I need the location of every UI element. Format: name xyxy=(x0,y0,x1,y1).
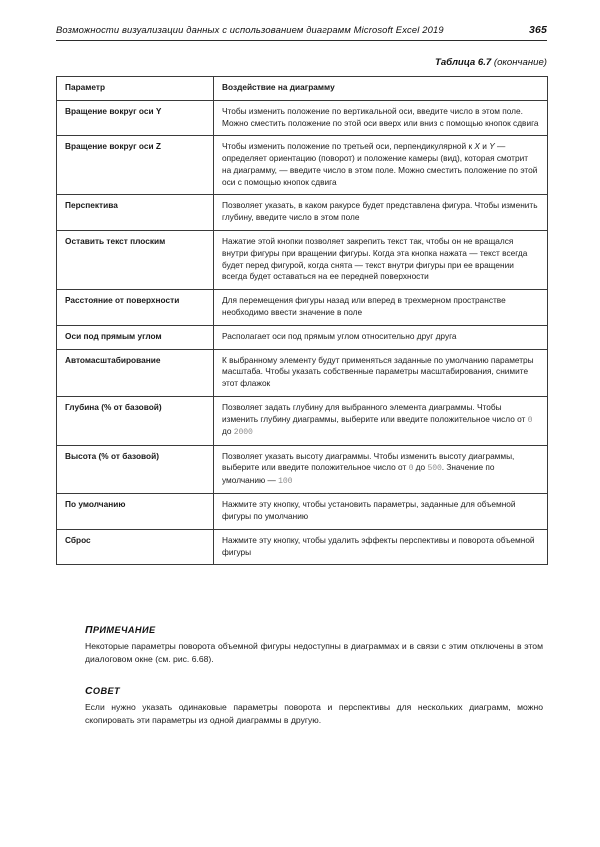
param-desc: Нажмите эту кнопку, чтобы установить параметры, заданные для объемной фигуры по умолчанию xyxy=(214,494,548,530)
desc-part: до xyxy=(413,462,428,473)
param-name: Оставить текст плоским xyxy=(57,231,214,290)
parameters-table xyxy=(56,76,548,565)
note-body: Если нужно указать одинаковые параметры поворота и перспективы для нескольких диаграмм, можно скопировать эти параметры из одной диаграммы в другую. xyxy=(85,702,543,726)
table-row xyxy=(57,529,548,565)
desc-part: Позволяет задать глубину для выбранного элемента диаграммы. Чтобы изменить глубину диаграммы, выберите или введите положительное число от xyxy=(222,401,528,424)
range-max-value: 500 xyxy=(427,464,442,474)
table-header-parameter: Параметр xyxy=(57,77,214,101)
param-desc: Располагает оси под прямым углом относительно друг друга xyxy=(214,325,548,349)
note-heading-rest: ОВЕТ xyxy=(92,686,121,696)
param-name: Расстояние от поверхности xyxy=(57,290,214,326)
running-head xyxy=(56,24,547,36)
note-heading-initial: П xyxy=(85,625,93,636)
param-name: Глубина (% от базовой) xyxy=(57,396,214,445)
param-name: Высота (% от базовой) xyxy=(57,445,214,494)
range-min-value: 0 xyxy=(527,415,533,425)
param-desc: Для перемещения фигуры назад или вперед в трехмерном пространстве необходимо ввести значение в поле xyxy=(214,290,548,326)
running-head-rule xyxy=(56,40,547,41)
param-name: Автомасштабирование xyxy=(57,349,214,396)
table-row xyxy=(57,349,548,396)
table-header-row xyxy=(57,77,548,101)
table-caption xyxy=(435,57,547,68)
param-name: Перспектива xyxy=(57,195,214,231)
desc-part: . Значение по умолчанию — xyxy=(222,462,495,485)
param-name: Вращение вокруг оси Y xyxy=(57,100,214,136)
param-desc xyxy=(214,136,548,195)
param-name: Сброс xyxy=(57,529,214,565)
page-number: 365 xyxy=(529,24,547,36)
param-desc: Нажмите эту кнопку, чтобы удалить эффекты перспективы и поворота объемной фигуры xyxy=(214,529,548,565)
table-row xyxy=(57,290,548,326)
table-row xyxy=(57,396,548,445)
default-value: 100 xyxy=(278,476,293,486)
param-desc: Чтобы изменить положение по вертикальной оси, введите число в этом поле. Можно сместить положение по этой оси вверх или вниз с помощью кнопок сдвига xyxy=(214,100,548,136)
note-primechanie xyxy=(85,625,543,666)
desc-part: — определяет ориентацию (поворот) и положение камеры (вид), которая смотрит на диаграмму, — введите число в этом поле. Можно сместить положение по этой оси с помощью кнопок сдвига xyxy=(222,141,538,187)
desc-part: Позволяет указать высоту диаграммы. Чтобы изменить высоту диаграммы, выберите или введите положительное число от xyxy=(222,450,515,473)
running-head-title: Возможности визуализации данных с использованием диаграмм Microsoft Excel 2019 xyxy=(56,24,444,35)
table-row xyxy=(57,100,548,136)
range-min-value: 0 xyxy=(408,464,414,474)
param-desc: Позволяет указать, в каком ракурсе будет представлена фигура. Чтобы изменить глубину, введите число в этом поле xyxy=(214,195,548,231)
axis-x-italic: X xyxy=(474,141,480,152)
table-caption-suffix: (окончание) xyxy=(493,57,547,68)
param-name: Вращение вокруг оси Z xyxy=(57,136,214,195)
note-body: Некоторые параметры поворота объемной фигуры недоступны в диаграммах и в связи с этим отключены в этом диалоговом окне (см. рис. 6.68). xyxy=(85,641,543,665)
table-row xyxy=(57,195,548,231)
param-desc xyxy=(214,445,548,494)
note-heading xyxy=(85,625,543,636)
parameters-table-wrapper xyxy=(56,76,547,565)
range-max-value: 2000 xyxy=(233,428,253,438)
param-desc xyxy=(214,396,548,445)
param-name: Оси под прямым углом xyxy=(57,325,214,349)
desc-part: до xyxy=(222,426,234,437)
note-heading-rest: РИМЕЧАНИЕ xyxy=(92,625,156,635)
table-row xyxy=(57,445,548,494)
table-row xyxy=(57,325,548,349)
table-row xyxy=(57,136,548,195)
desc-part: Чтобы изменить положение по третьей оси, перпендикулярной к xyxy=(222,141,475,152)
param-desc: Нажатие этой кнопки позволяет закрепить текст так, чтобы он не вращался внутри фигуры при вращении фигуры. Когда эта кнопка нажата — текст всегда будет перед фигурой, когда снята — текст внутри фигуры при ее вращении всегда будет оставаться на ее передней поверхности xyxy=(214,231,548,290)
note-heading xyxy=(85,686,543,697)
note-sovet xyxy=(85,686,543,727)
param-desc: К выбранному элементу будут применяться заданные по умолчанию параметры масштаба. Чтобы указать собственные параметры масштабирования, снимите этот флажок xyxy=(214,349,548,396)
param-name: По умолчанию xyxy=(57,494,214,530)
table-row xyxy=(57,494,548,530)
table-row xyxy=(57,231,548,290)
table-caption-label: Таблица 6.7 xyxy=(434,57,492,68)
desc-part: и xyxy=(479,141,490,152)
note-heading-initial: С xyxy=(85,686,93,697)
axis-y-italic: Y xyxy=(489,141,495,152)
table-header-effect: Воздействие на диаграмму xyxy=(214,77,548,101)
